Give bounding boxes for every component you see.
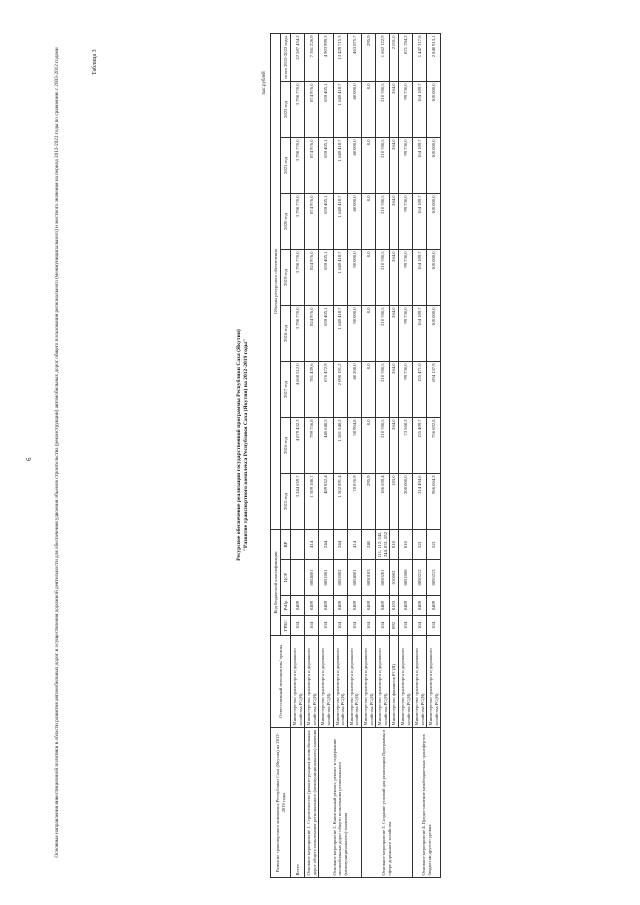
value-cell: 0,0 — [361, 250, 375, 306]
value-cell: 0,0 — [361, 138, 375, 194]
value-cell: 4 668 512,0 — [291, 362, 305, 418]
vr-cell: 521 — [413, 530, 427, 560]
csr-cell: 8854001 — [347, 560, 361, 596]
csr-cell: 8851008 — [398, 560, 412, 596]
grbs-cell: 104 — [361, 616, 375, 636]
csr-cell — [291, 560, 305, 596]
value-cell: 1 649 418,7 — [333, 138, 347, 194]
value-cell: 264,0 — [390, 138, 399, 194]
vr-cell — [291, 530, 305, 560]
header-program: Развитие транспортного комплекса Республики Саха (Якутия) на 2012-2019 годы — [271, 728, 291, 878]
title-line-2: "Развитие транспортного комплекса Республики Саха (Якутия) на 2012-2019 годы" — [243, 338, 249, 552]
value-cell: 40 000,0 — [347, 138, 361, 194]
value-cell: 1 649 418,7 — [333, 306, 347, 362]
table-row — [305, 33, 319, 877]
total-cell: 463 875,7 — [347, 33, 361, 81]
value-cell: 3 244 659,7 — [291, 474, 305, 530]
value-cell: 210 780,5 — [376, 194, 390, 250]
executor-cell: Министерство финансов РС(Я) — [390, 636, 399, 728]
value-cell: 824 976,0 — [305, 250, 319, 306]
vr-cell: 244 — [319, 530, 333, 560]
value-cell: 0,0 — [361, 194, 375, 250]
vr-cell: 521 — [427, 530, 441, 560]
csr-cell: 8852002 — [333, 560, 347, 596]
table-label: Таблица 3 — [92, 49, 98, 75]
grbs-cell: 104 — [333, 616, 347, 636]
vr-cell: 414 — [347, 530, 361, 560]
value-cell: 2 098 191,2 — [333, 362, 347, 418]
header-csr: ЦСР — [281, 560, 291, 596]
value-cell: 264,0 — [390, 306, 399, 362]
executor-cell: Министерство транспорта и дорожного хозяйства РС(Я) — [291, 636, 305, 728]
value-cell: 90 000,0 — [347, 306, 361, 362]
value-cell: 99 736,0 — [398, 362, 412, 418]
rzpr-cell: 0409 — [291, 596, 305, 616]
value-cell: 659 405,1 — [319, 194, 333, 250]
rzpr-cell: 0409 — [376, 596, 390, 616]
csr-cell: 8850212 — [413, 560, 427, 596]
value-cell: 1 581 548,2 — [333, 418, 347, 474]
grbs-cell: 104 — [347, 616, 361, 636]
rzpr-cell: 0409 — [333, 596, 347, 616]
value-cell: 155 409,7 — [413, 418, 427, 474]
value-cell: 100 000,0 — [427, 194, 441, 250]
total-cell: 1 447 317,8 — [413, 33, 427, 81]
value-cell: 3 798 770,0 — [291, 194, 305, 250]
value-cell: 1 502 891,4 — [333, 474, 347, 530]
value-cell: 210 780,5 — [376, 362, 390, 418]
value-cell: 264,0 — [390, 194, 399, 250]
value-cell: 0,0 — [361, 418, 375, 474]
grbs-cell: 092 — [390, 616, 399, 636]
rzpr-cell: 0409 — [319, 596, 333, 616]
csr-cell: 8851001 — [319, 560, 333, 596]
executor-cell: Министерство транспорта и дорожного хозяйства РС(Я) — [361, 636, 375, 728]
value-cell: 100 000,0 — [427, 82, 441, 138]
total-cell: 2 031,0 — [390, 33, 399, 81]
rzpr-cell: 0409 — [361, 596, 375, 616]
vr-cell: 244 — [333, 530, 347, 560]
value-cell: 100 000,0 — [427, 250, 441, 306]
executor-cell: Министерство транспорта и дорожного хозяйства РС(Я) — [305, 636, 319, 728]
value-cell: 164 189,7 — [413, 138, 427, 194]
header-budget-code: Код бюджетной классификации — [271, 530, 281, 636]
value-cell: 1 649 418,7 — [333, 194, 347, 250]
grbs-cell: 104 — [305, 616, 319, 636]
grbs-cell: 104 — [398, 616, 412, 636]
value-cell: 1 649 418,7 — [333, 82, 347, 138]
total-cell: 1 662 122,9 — [376, 33, 390, 81]
header-year: 2020 год — [281, 194, 291, 250]
header-year: 2022 год — [281, 82, 291, 138]
value-cell: 210 780,5 — [376, 418, 390, 474]
executor-cell: Министерство транспорта и дорожного хозяйства РС(Я) — [333, 636, 347, 728]
value-cell: 4 079 432,3 — [291, 418, 305, 474]
vr-cell: 111, 112, 242, 244, 831, 852 — [376, 530, 390, 560]
value-cell: 1 509 186,7 — [305, 474, 319, 530]
value-cell: 3 798 770,0 — [291, 306, 305, 362]
value-cell: 314 494,6 — [413, 474, 427, 530]
rzpr-cell: 0409 — [413, 596, 427, 616]
intro-paragraph: Основные направления инвестиционной политики в области развития автомобильных дорог и осуществления дорожной деятельности для обеспечения удвоения объемов строительства (реконструкции) автомобильных дорог общего пользования регионального (межмуниципального) и местного значения на период 2013-2022 годы по сравнению с 2003-2012 годами — [54, 47, 60, 858]
value-cell: 659 405,1 — [319, 82, 333, 138]
value-cell: 183,0 — [390, 474, 399, 530]
title-line-1: Ресурсное обеспечение реализации государственной программы Республики Саха (Якутия) — [236, 329, 242, 561]
header-year: 2021 год — [281, 138, 291, 194]
rzpr-cell: 0409 — [427, 596, 441, 616]
value-cell: 40 200,0 — [347, 362, 361, 418]
value-cell: 155 471,0 — [413, 362, 427, 418]
csr-cell: 8850103 — [361, 560, 375, 596]
total-cell: 2 840 913,1 — [427, 33, 441, 81]
value-cell: 58 904,8 — [347, 418, 361, 474]
total-cell: 13 429 715,3 — [333, 33, 347, 81]
value-cell: 210 780,5 — [376, 306, 390, 362]
vr-cell: 810 — [398, 530, 412, 560]
vr-cell: 810 — [390, 530, 399, 560]
csr-cell: 8855213 — [427, 560, 441, 596]
header-year: 2018 год — [281, 306, 291, 362]
value-cell: 874 976,0 — [305, 138, 319, 194]
value-cell: 3 798 770,0 — [291, 82, 305, 138]
csr-cell: 8850201 — [376, 560, 390, 596]
total-cell: 4 903 999,3 — [319, 33, 333, 81]
value-cell: 186 659,4 — [376, 474, 390, 530]
value-cell: 40 000,0 — [347, 82, 361, 138]
header-volume: Объемы ресурсного обеспечения — [271, 33, 281, 529]
total-cell: 22 587 454,2 — [291, 33, 305, 81]
table-row — [413, 33, 427, 877]
value-cell: 694 137,9 — [427, 362, 441, 418]
header-vr: ВР — [281, 530, 291, 560]
value-cell: 440 648,5 — [319, 418, 333, 474]
table-title — [236, 165, 250, 725]
value-cell: 164 189,7 — [413, 250, 427, 306]
program-cell: Всего — [291, 728, 305, 878]
csr-cell: 8854001 — [305, 560, 319, 596]
value-cell: 78 876,9 — [347, 474, 361, 530]
resource-table — [270, 33, 441, 878]
vr-cell: 414 — [305, 530, 319, 560]
grbs-cell: 104 — [319, 616, 333, 636]
value-cell: 874 976,0 — [305, 194, 319, 250]
executor-cell: Министерство транспорта и дорожного хозяйства РС(Я) — [398, 636, 412, 728]
value-cell: 264,0 — [390, 250, 399, 306]
executor-cell: Министерство транспорта и дорожного хозяйства РС(Я) — [376, 636, 390, 728]
header-year: 2017 год — [281, 362, 291, 418]
value-cell: 164 189,7 — [413, 306, 427, 362]
value-cell: 210 780,5 — [376, 82, 390, 138]
value-cell: 90 000,0 — [347, 250, 361, 306]
value-cell: 210 780,5 — [376, 138, 390, 194]
value-cell: 874 976,0 — [305, 82, 319, 138]
value-cell: 659 405,1 — [319, 250, 333, 306]
header-grbs: ГРБС — [281, 616, 291, 636]
csr-cell: 010602 — [390, 560, 399, 596]
value-cell: 99 736,0 — [398, 138, 412, 194]
value-cell: 264,0 — [390, 418, 399, 474]
value-cell: 164 189,7 — [413, 194, 427, 250]
value-cell: 781 439,6 — [305, 362, 319, 418]
value-cell: 99 736,0 — [398, 194, 412, 250]
grbs-cell: 104 — [413, 616, 427, 636]
table-row — [361, 33, 375, 877]
total-cell: 295,9 — [361, 33, 375, 81]
value-cell: 489 852,4 — [319, 474, 333, 530]
value-cell: 676 472,9 — [319, 362, 333, 418]
value-cell: 1 649 418,7 — [333, 250, 347, 306]
value-cell: 264,0 — [390, 362, 399, 418]
total-cell: 871 784,2 — [398, 33, 412, 81]
header-year: 2016 год — [281, 418, 291, 474]
value-cell: 200 000,0 — [398, 474, 412, 530]
value-cell: 0,0 — [361, 306, 375, 362]
value-cell: 164 189,7 — [413, 82, 427, 138]
value-cell: 0,0 — [361, 362, 375, 418]
value-cell: 966 064,3 — [427, 474, 441, 530]
header-rzpr: РзПр — [281, 596, 291, 616]
value-cell: 100 000,0 — [427, 138, 441, 194]
program-cell: Основное мероприятие 3. Создание условий для реализации Программы в сфере дорожного хозяйства — [361, 728, 412, 878]
value-cell: 295,9 — [361, 474, 375, 530]
rzpr-cell: 0103 — [390, 596, 399, 616]
value-cell: 0,0 — [361, 82, 375, 138]
grbs-cell: 104 — [291, 616, 305, 636]
value-cell: 99 736,0 — [398, 250, 412, 306]
value-cell: 659 405,1 — [319, 306, 333, 362]
rzpr-cell: 0409 — [305, 596, 319, 616]
value-cell: 99 736,0 — [398, 82, 412, 138]
header-total: итого 2015-2022 годы — [281, 33, 291, 81]
value-cell: 73 568,2 — [398, 418, 412, 474]
program-cell: Основное мероприятие 4. Предоставление межбюджетных трансфертов бюджетам другого уровня — [413, 728, 441, 878]
value-cell: 659 405,1 — [319, 138, 333, 194]
executor-cell: Министерство транспорта и дорожного хозяйства РС(Я) — [413, 636, 427, 728]
rzpr-cell: 0409 — [347, 596, 361, 616]
program-cell: Основное мероприятие 2. Капитальный ремонт, ремонт и содержание автомобильных дорог общего пользования регионального (межмуниципального) значения — [319, 728, 362, 878]
value-cell: 3 798 770,0 — [291, 138, 305, 194]
header-year: 2015 год — [281, 474, 291, 530]
total-cell: 7 361 226,9 — [305, 33, 319, 81]
table-row — [319, 33, 333, 877]
value-cell: 799 756,8 — [305, 418, 319, 474]
header-executor: Ответственный исполнитель/ органы — [271, 636, 291, 728]
executor-cell: Министерство транспорта и дорожного хозяйства РС(Я) — [427, 636, 441, 728]
value-cell: 3 798 770,0 — [291, 250, 305, 306]
value-cell: 100 000,0 — [427, 306, 441, 362]
value-cell: 210 780,5 — [376, 250, 390, 306]
executor-cell: Министерство транспорта и дорожного хозяйства РС(Я) — [319, 636, 333, 728]
page-number: 6 — [25, 457, 33, 461]
value-cell: 99 736,0 — [398, 306, 412, 362]
executor-cell: Министерство транспорта и дорожного хозяйства РС(Я) — [347, 636, 361, 728]
program-cell: Основное мероприятие 1. Строительство (реконструкция) автомобильных дорог общего пользования регионального (межмуниципального) значения — [305, 728, 319, 878]
header-year: 2019 год — [281, 250, 291, 306]
value-cell: 756 692,8 — [427, 418, 441, 474]
vr-cell: 240 — [361, 530, 375, 560]
grbs-cell: 104 — [376, 616, 390, 636]
table-row — [291, 33, 305, 877]
grbs-cell: 104 — [427, 616, 441, 636]
value-cell: 40 000,0 — [347, 194, 361, 250]
rzpr-cell: 0409 — [398, 596, 412, 616]
value-cell: 824 976,0 — [305, 306, 319, 362]
value-cell: 264,0 — [390, 82, 399, 138]
units-label: тыс.рублей — [262, 71, 267, 95]
